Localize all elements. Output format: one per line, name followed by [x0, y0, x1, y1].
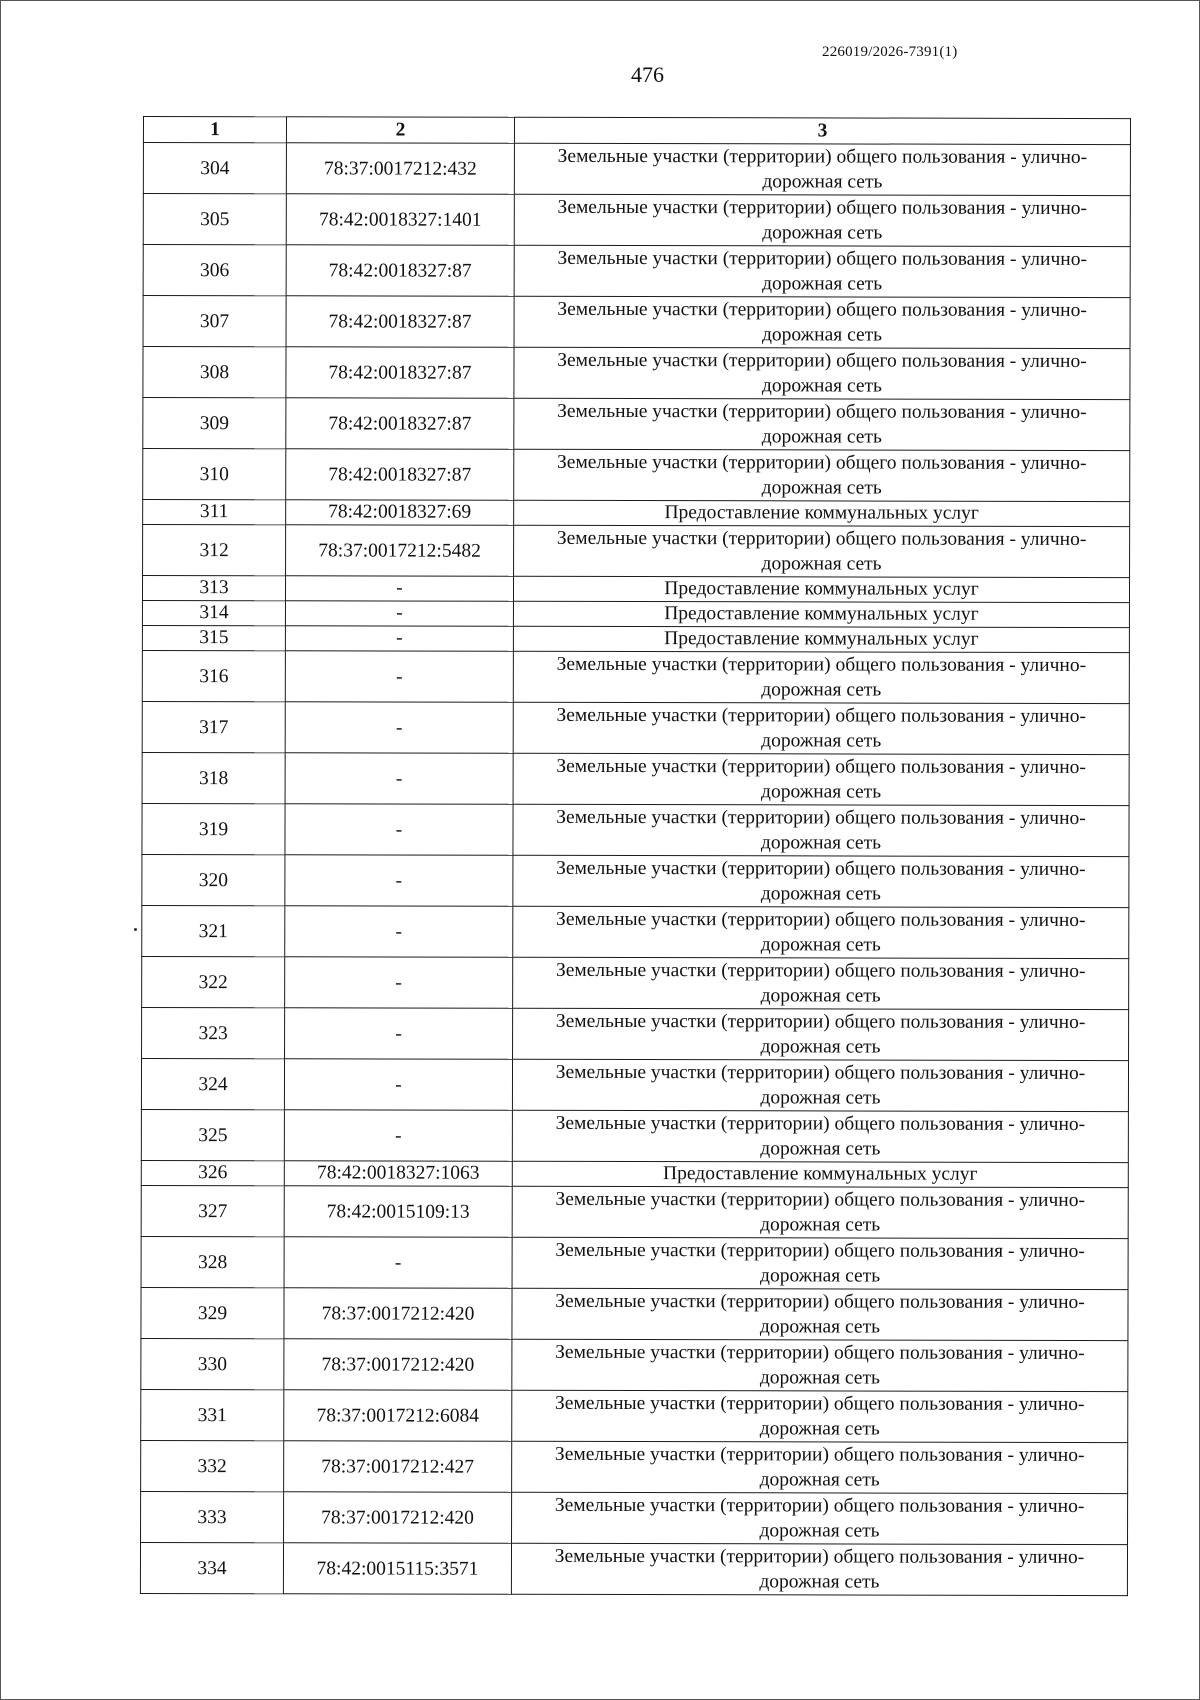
cell-number: 316	[142, 650, 285, 701]
cell-purpose: Предоставление коммунальных услуг	[513, 576, 1129, 602]
table-row	[142, 625, 1129, 652]
cell-number: 334	[140, 1542, 283, 1593]
cell-cadastral-number: -	[285, 651, 513, 702]
table-row	[141, 1338, 1128, 1391]
cell-cadastral-number: -	[285, 1008, 513, 1059]
cell-purpose: Земельные участки (территории) общего пользования - улично-дорожная сеть	[513, 804, 1129, 856]
column-header-number: 1	[143, 117, 286, 143]
cell-cadastral-number: -	[285, 626, 513, 651]
cell-purpose: Земельные участки (территории) общего пользования - улично-дорожная сеть	[514, 143, 1130, 195]
cell-cadastral-number: 78:37:0017212:432	[286, 143, 514, 194]
cell-purpose: Земельные участки (территории) общего пользования - улично-дорожная сеть	[511, 1543, 1127, 1595]
cell-number: 318	[142, 752, 285, 803]
table-row	[143, 525, 1130, 578]
cell-purpose: Предоставление коммунальных услуг	[513, 626, 1129, 652]
cell-purpose: Земельные участки (территории) общего пользования - улично-дорожная сеть	[512, 1339, 1128, 1391]
cell-number: 320	[142, 854, 285, 905]
cell-cadastral-number: -	[284, 1059, 512, 1110]
table-row	[141, 1185, 1128, 1238]
cell-cadastral-number: 78:42:0018327:87	[286, 398, 514, 449]
cell-purpose: Земельные участки (территории) общего пользования - улично-дорожная сеть	[514, 296, 1130, 348]
cell-number: 311	[143, 500, 286, 525]
table-row	[143, 143, 1130, 196]
cell-purpose: Земельные участки (территории) общего пользования - улично-дорожная сеть	[513, 753, 1129, 805]
cell-purpose: Земельные участки (территории) общего пользования - улично-дорожная сеть	[512, 1288, 1128, 1340]
cell-number: 308	[143, 347, 286, 398]
table-row	[142, 576, 1129, 603]
table-row	[141, 1109, 1128, 1162]
table-row	[141, 1389, 1128, 1442]
cell-number: 305	[143, 194, 286, 245]
table-row	[141, 1287, 1128, 1340]
scan-speck	[134, 928, 137, 931]
cell-purpose: Земельные участки (территории) общего пользования - улично-дорожная сеть	[512, 1110, 1128, 1162]
table-row	[140, 1542, 1127, 1595]
cell-purpose: Земельные участки (территории) общего пользования - улично-дорожная сеть	[514, 347, 1130, 399]
cell-number: 333	[141, 1491, 284, 1542]
cell-purpose: Земельные участки (территории) общего пользования - улично-дорожная сеть	[514, 245, 1130, 297]
cell-number: 324	[141, 1058, 284, 1109]
cell-cadastral-number: 78:37:0017212:427	[284, 1441, 512, 1492]
cell-purpose: Земельные участки (территории) общего пользования - улично-дорожная сеть	[514, 398, 1130, 450]
cell-number: 323	[142, 1007, 285, 1058]
table-row	[142, 905, 1129, 958]
table-row	[142, 956, 1129, 1009]
header-row	[143, 117, 1130, 145]
cell-cadastral-number: 78:42:0018327:87	[286, 347, 514, 398]
table-body	[140, 143, 1130, 1596]
table-row	[142, 701, 1129, 754]
table-row	[143, 245, 1130, 298]
column-header-purpose: 3	[514, 117, 1130, 144]
cell-number: 321	[142, 905, 285, 956]
cell-number: 317	[142, 701, 285, 752]
cell-cadastral-number: -	[285, 753, 513, 804]
table-row	[143, 398, 1130, 451]
cell-purpose: Земельные участки (территории) общего пользования - улично-дорожная сеть	[512, 1390, 1128, 1442]
cell-cadastral-number: -	[284, 1237, 512, 1288]
table-row	[142, 752, 1129, 805]
cell-number: 310	[143, 449, 286, 500]
table-row	[142, 650, 1129, 703]
cell-number: 304	[143, 143, 286, 194]
cell-number: 322	[142, 956, 285, 1007]
cell-number: 307	[143, 296, 286, 347]
cell-purpose: Земельные участки (территории) общего пользования - улично-дорожная сеть	[514, 449, 1130, 501]
column-header-cadastral: 2	[286, 117, 514, 143]
cell-cadastral-number: 78:37:0017212:420	[284, 1492, 512, 1543]
cell-purpose: Предоставление коммунальных услуг	[514, 500, 1130, 526]
cell-number: 314	[142, 601, 285, 626]
cell-cadastral-number: 78:42:0018327:87	[286, 245, 514, 296]
cell-number: 315	[142, 625, 285, 650]
cell-purpose: Земельные участки (территории) общего пользования - улично-дорожная сеть	[513, 702, 1129, 754]
cell-purpose: Земельные участки (территории) общего пользования - улично-дорожная сеть	[512, 1186, 1128, 1238]
cell-cadastral-number: 78:42:0018327:1401	[286, 194, 514, 245]
cell-number: 309	[143, 398, 286, 449]
cell-purpose: Земельные участки (территории) общего пользования - улично-дорожная сеть	[513, 855, 1129, 907]
table-row	[143, 449, 1130, 502]
table-row	[141, 1491, 1128, 1544]
document-number: 226019/2026-7391(1)	[822, 44, 958, 60]
table-row	[142, 1007, 1129, 1060]
cell-cadastral-number: -	[285, 576, 513, 601]
cell-cadastral-number: -	[285, 804, 513, 855]
cell-purpose: Предоставление коммунальных услуг	[513, 601, 1129, 627]
table-row	[143, 347, 1130, 400]
cell-number: 331	[141, 1389, 284, 1440]
table-row	[141, 1440, 1128, 1493]
cell-number: 306	[143, 245, 286, 296]
cell-cadastral-number: 78:42:0015115:3571	[283, 1543, 511, 1594]
cell-cadastral-number: 78:42:0018327:87	[286, 449, 514, 500]
cell-purpose: Земельные участки (территории) общего пользования - улично-дорожная сеть	[513, 906, 1129, 958]
cell-purpose: Предоставление коммунальных услуг	[512, 1161, 1128, 1187]
cell-cadastral-number: 78:37:0017212:420	[284, 1288, 512, 1339]
table-row	[143, 296, 1130, 349]
cell-cadastral-number: 78:37:0017212:420	[284, 1339, 512, 1390]
cell-cadastral-number: -	[285, 702, 513, 753]
cell-purpose: Земельные участки (территории) общего пользования - улично-дорожная сеть	[514, 525, 1130, 577]
table-row	[143, 194, 1130, 247]
table-row	[142, 854, 1129, 907]
cell-purpose: Земельные участки (территории) общего пользования - улично-дорожная сеть	[512, 1059, 1128, 1111]
cell-number: 325	[141, 1109, 284, 1160]
cell-cadastral-number: -	[285, 906, 513, 957]
cell-purpose: Земельные участки (территории) общего пользования - улично-дорожная сеть	[514, 194, 1130, 246]
cell-cadastral-number: 78:42:0018327:87	[286, 296, 514, 347]
page-number: 476	[631, 62, 664, 87]
cell-number: 313	[142, 576, 285, 601]
cell-number: 329	[141, 1287, 284, 1338]
cell-purpose: Земельные участки (территории) общего пользования - улично-дорожная сеть	[513, 957, 1129, 1009]
registry-table	[140, 116, 1131, 1596]
cell-number: 319	[142, 803, 285, 854]
cell-number: 328	[141, 1236, 284, 1287]
table-row	[142, 601, 1129, 628]
table-row	[141, 1058, 1128, 1111]
cell-number: 330	[141, 1338, 284, 1389]
cell-number: 327	[141, 1185, 284, 1236]
cell-cadastral-number: -	[284, 1110, 512, 1161]
table-row	[142, 803, 1129, 856]
table-row	[141, 1160, 1128, 1187]
cell-cadastral-number: 78:42:0018327:69	[286, 500, 514, 525]
cell-purpose: Земельные участки (территории) общего пользования - улично-дорожная сеть	[513, 1008, 1129, 1060]
cell-purpose: Земельные участки (территории) общего пользования - улично-дорожная сеть	[513, 651, 1129, 703]
cell-cadastral-number: -	[285, 601, 513, 626]
cell-cadastral-number: 78:37:0017212:6084	[284, 1390, 512, 1441]
cell-purpose: Земельные участки (территории) общего пользования - улично-дорожная сеть	[512, 1441, 1128, 1493]
cell-purpose: Земельные участки (территории) общего пользования - улично-дорожная сеть	[512, 1492, 1128, 1544]
cell-number: 312	[143, 525, 286, 576]
cell-number: 326	[141, 1160, 284, 1185]
cell-number: 332	[141, 1440, 284, 1491]
cell-purpose: Земельные участки (территории) общего пользования - улично-дорожная сеть	[512, 1237, 1128, 1289]
table-header	[143, 117, 1130, 145]
cell-cadastral-number: -	[285, 957, 513, 1008]
cell-cadastral-number: 78:37:0017212:5482	[286, 525, 514, 576]
cell-cadastral-number: 78:42:0015109:13	[284, 1186, 512, 1237]
cell-cadastral-number: -	[285, 855, 513, 906]
table-row	[141, 1236, 1128, 1289]
cell-cadastral-number: 78:42:0018327:1063	[284, 1161, 512, 1186]
table-row	[143, 500, 1130, 527]
